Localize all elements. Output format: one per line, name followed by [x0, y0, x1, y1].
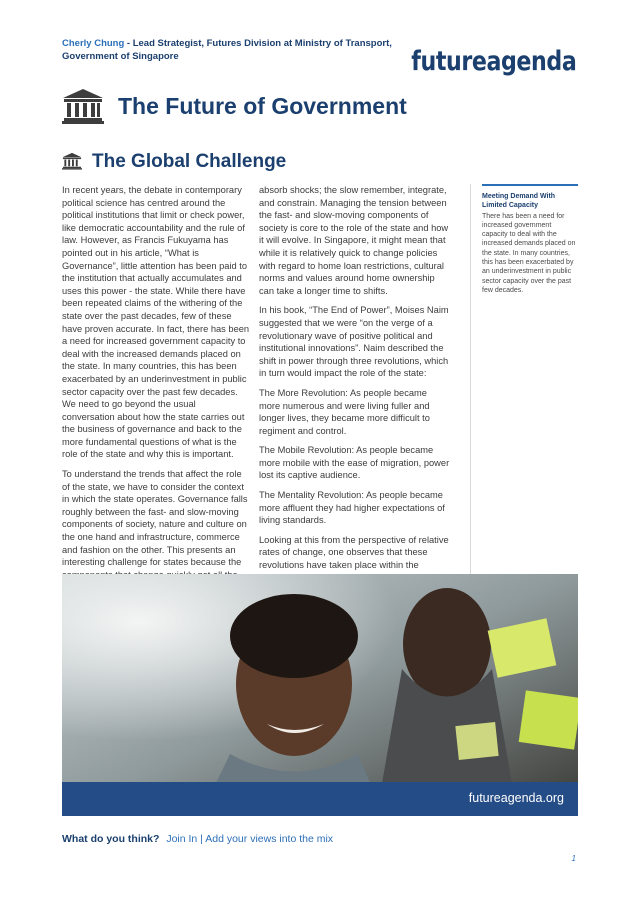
sidebar-title: Meeting Demand With Limited Capacity [482, 193, 556, 210]
body-column-2 [259, 184, 450, 591]
sidebar-body: There has been a need for increased government capacity to deal with the increased demands placed on the state. In many countries, this has been exacerbated by an underinvestment in public sector capacity over the past few decades. [482, 212, 576, 294]
cta-link[interactable]: Join In | Add your views into the mix [166, 833, 334, 845]
author-name: Cherly Chung [62, 38, 125, 49]
hero-photo [62, 574, 578, 812]
page-number: 1 [571, 854, 576, 863]
body-column-1 [62, 184, 250, 614]
paragraph: In recent years, the debate in contemporary political science has centred around the political institutions that limit or check power, like democratic accountability and the rule of law. However, as Francis Fukuyama has pointed out in his article, “What is Governance”, little attention has been paid to the institution that actually accumulates and uses this power - the state. While there have been repeated claims of the withering of the state over the past decades, few of these have proven accurate. In fact, there has been a need for increased government capacity to deal with the increased demands placed on the state. In many countries, this has been exacerbated by an underinvestment in public sector capacity over the past few decades. We need to go beyond the usual conversation about how the state carries out the business of governance and back to the more fundamental questions of what is the role of the state and why this is important. [62, 185, 250, 460]
call-to-action [62, 833, 333, 845]
column-divider [470, 184, 471, 582]
section-title: The Global Challenge [92, 150, 287, 172]
author-byline [62, 37, 392, 63]
paragraph: Looking at this from the perspective of relative rates of change, one observes that these revolutions have taken place within the [259, 534, 449, 571]
website-link[interactable]: futureagenda.org [468, 791, 564, 805]
page-title-block [62, 86, 407, 126]
paragraph: The Mentality Revolution: As people became more affluent they had higher expectations of living standards. [259, 490, 445, 526]
government-building-icon [62, 152, 82, 170]
cta-question: What do you think? [62, 833, 160, 845]
people-photo-illustration [62, 574, 578, 812]
paragraph: The Mobile Revolution: As people became more mobile with the ease of migration, power lost its captive audience. [259, 445, 450, 481]
paragraph: In his book, “The End of Power”, Moises Naim suggested that we were “on the verge of a revolutionary wave of positive political and institutional innovations”. Naim described the shift in power through three revolutions, which in turn would impact the role of the state: [259, 305, 449, 379]
paragraph: absorb shocks; the slow remember, integrate, and constrain. Managing the tension between the fast- and slow-moving components of society is core to the role of the state and how it will evolve. In Singapore, it might mean that while it is relatively quick to change policies with regard to home loan restrictions, cultural norms and values around home ownership can take a longer time to shifts. [259, 185, 449, 296]
page-title: The Future of Government [118, 92, 407, 119]
footer-url-bar [62, 782, 578, 816]
author-role: - Lead Strategist, Futures Division at Ministry of Transport, Government of Singapore [62, 38, 392, 62]
paragraph: To understand the trends that affect the role of the state, we have to consider the context in which the state operates. Governance falls roughly between the fast- and slow-moving components of society, nature and culture on the one hand and infrastructure, commerce and fashion on the other. This presents an interesting challenge for states because the [62, 469, 248, 568]
section-heading-block [62, 148, 286, 174]
government-building-icon [62, 88, 104, 124]
futureagenda-logo[interactable]: futureagenda [410, 46, 576, 77]
paragraph: The More Revolution: As people became more numerous and were living fuller and longer lives, they became more difficult to regiment and control. [259, 387, 430, 436]
pull-quote-sidebar [482, 184, 578, 295]
